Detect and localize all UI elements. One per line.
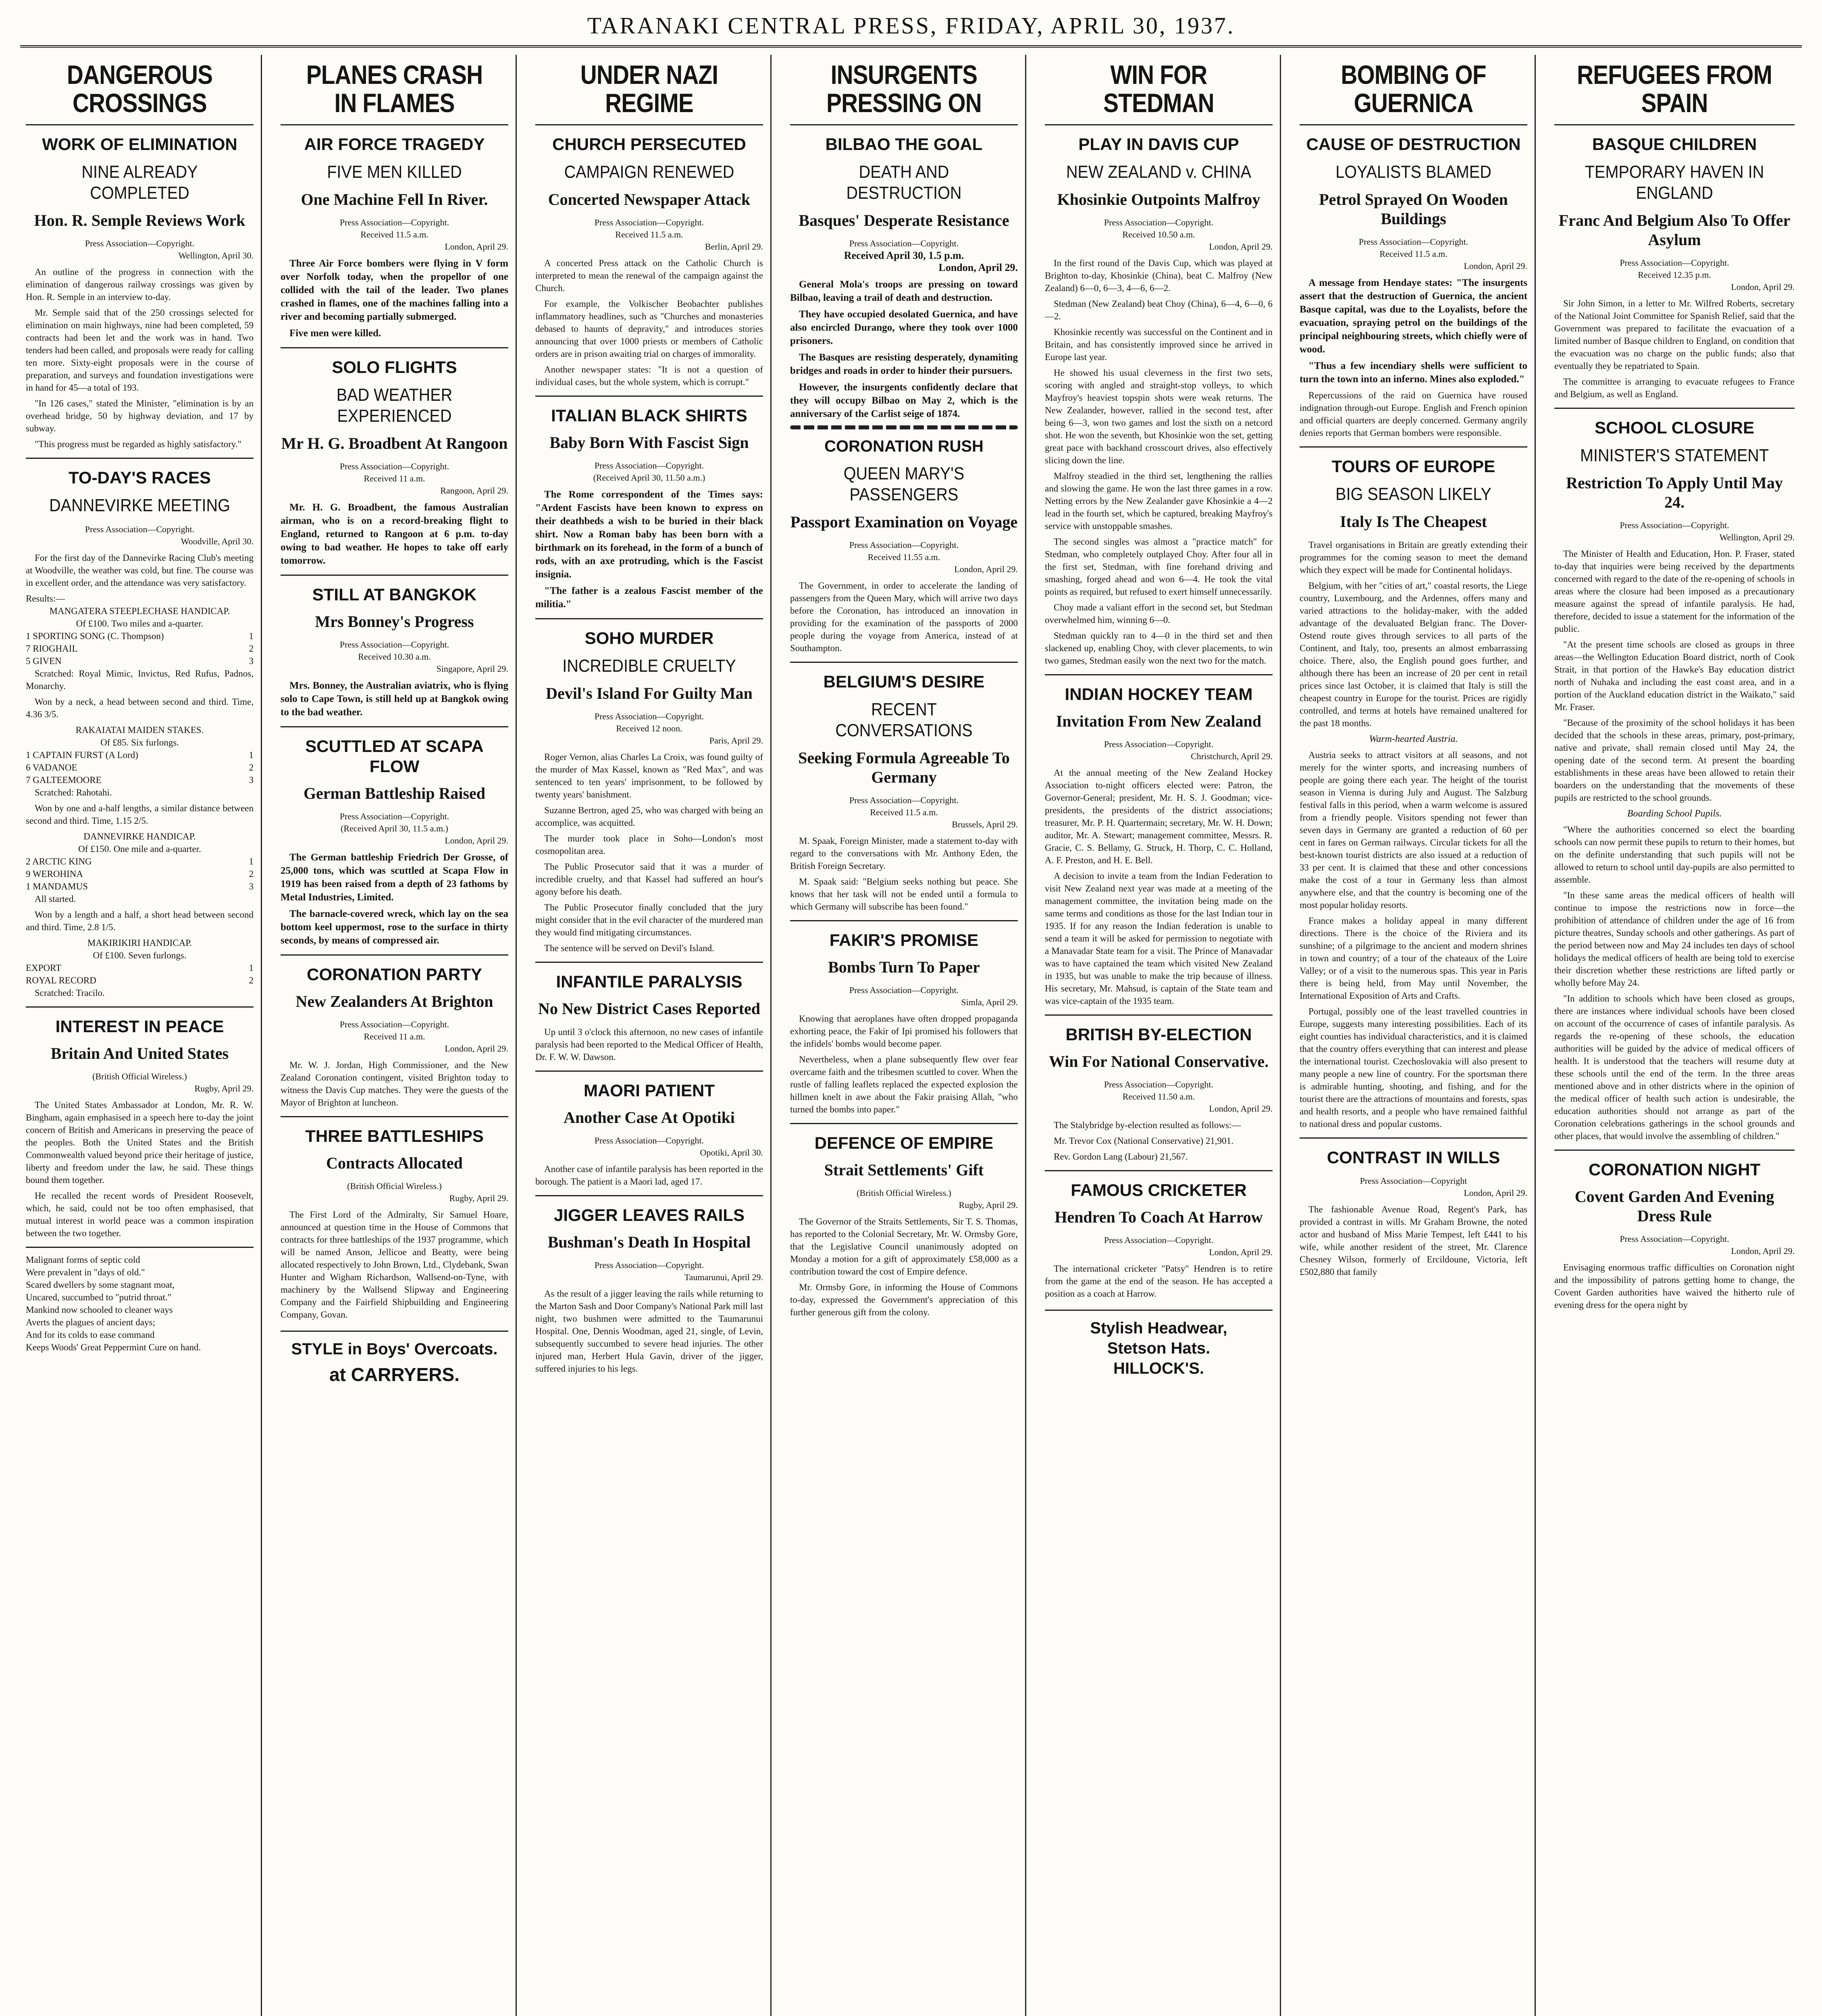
column-6 xyxy=(1294,55,1536,2016)
byline: Press Association—Copyright. Received 10.30 a.m. Singapore, April 29. xyxy=(339,639,508,674)
byline: Press Association—Copyright. Received 11.50 a.m. London, April 29. xyxy=(1104,1079,1273,1114)
paragraph: "In these same areas the medical officers of health will continue to impose the restrictions now in force—the prohibition of attendance of children under the age of 16 from picture theatres, Sunday schools and other gatherings. As part of the period between now and May 24 includes ten days of school holidays the medical officers of health are being told to exercise their discretion whether these restrictions are lifted partly or wholly before May 24. xyxy=(1554,890,1795,988)
paragraph: The Governor of the Straits Settlements, Sir T. S. Thomas, has reported to the Colonial Secretary, Mr. W. Ormsby Gore, that the Legislative Council unanimously adopted on Monday a motion for a gift of approximately £58,000 as a contribution toward the cost of Empire defence. xyxy=(790,1216,1018,1277)
deck-2: Devil's Island For Guilty Man xyxy=(546,684,753,702)
subhead: CONTRAST IN WILLS xyxy=(1300,1137,1527,1168)
deck-2: Basques' Desperate Resistance xyxy=(799,211,1009,229)
paragraph: Envisaging enormous traffic difficulties on Coronation night and the impossibility of patrons getting home to change, the Covent Garden authorities have waived the hitherto rule of evening dress for the opera night by xyxy=(1554,1262,1795,1310)
result-row: 2 ARCTIC KING 1 xyxy=(26,856,254,866)
column-1 xyxy=(20,55,262,2016)
paragraph: The Minister of Health and Education, Hon. P. Fraser, stated to-day that inquiries were being received by the departments concerned with regard to the date of the re-opening of schools in areas where the closure had been imposed as a precautionary measure against the spread of infantile paralysis. He had, therefore, decided to issue a statement for the information of the public. xyxy=(1554,549,1795,634)
paragraph: Khosinkie recently was successful on the Continent and in Britain, and has consistently improved since he arrived in Europe last year. xyxy=(1045,327,1273,362)
deck: MINISTER'S STATEMENT xyxy=(1580,446,1769,465)
subhead: CHURCH PERSECUTED xyxy=(535,124,763,154)
byline: Press Association—Copyright. Received 11.5 a.m. London, April 29. xyxy=(339,217,508,252)
paragraph: Belgium, with her "cities of art," coastal resorts, the Liege country, Luxembourg, and the Ardennes, offers many and varied attractions to the holiday-maker, with the added advantage of the devaluated Belgian franc. The Dover-Ostend route gives through services to all parts of the Continent, and Italy, too, presents an almost embarrassing choice. There, also, the English pound goes further, and although there has been an increase of 20 per cent in retail prices since last October, it is claimed that Italy is still the cheapest country in Europe for the tourist. Prices are rigidly controlled, and terms at hotels have remained unaltered for the past 18 months. xyxy=(1300,581,1527,728)
byline: Press Association—Copyright. Received 11.5 a.m. Berlin, April 29. xyxy=(594,217,763,252)
paragraph: A concerted Press attack on the Catholic Church is interpreted to mean the renewal of the campaign against the Church. xyxy=(535,258,763,293)
column-4 xyxy=(784,55,1026,2016)
subhead: CAUSE OF DESTRUCTION xyxy=(1300,124,1527,154)
subhead: AIR FORCE TRAGEDY xyxy=(281,124,508,154)
subhead: FAKIR'S PROMISE xyxy=(790,920,1018,950)
deck: NEW ZEALAND v. CHINA xyxy=(1066,162,1252,182)
paragraph: A decision to invite a team from the Indian Federation to visit New Zealand next year was made at a meeting of the management committee, the invitation being made on the same terms and conditions as those for the last Indian tour in 1935. If for any reason the Indian federation is unable to send a team it will be asked for permission to negotiate with a Manavadar State team for a visit. The Prince of Manavadar was to have captained the team which visited New Zealand in 1935, but was unable to make the trip because of illness. His secretary, Mr. Mahsud, is captain of the State team and was vice-captain of the 1935 team. xyxy=(1045,871,1273,1006)
subhead: SCHOOL CLOSURE xyxy=(1554,408,1795,438)
subhead: BRITISH BY-ELECTION xyxy=(1045,1014,1273,1045)
deck: NINE ALREADY COMPLETED xyxy=(81,162,198,203)
advert-hillocks: Stylish Headwear, Stetson Hats. HILLOCK'S. xyxy=(1045,1310,1273,1379)
paragraph: "Thus a few incendiary shells were sufficient to turn the town into an inferno. Mines also exploded." xyxy=(1300,360,1527,385)
paragraph: "Because of the proximity of the school holidays it has been decided that the schools in these areas, primary, post-primary, native and private, shall remain closed until May 24, the opening date of the second term. At present the boarding establishments in these areas have been allowed to retain their boarders on the understanding that the movements of these pupils are restricted to the school grounds. xyxy=(1554,718,1795,803)
deck: DANNEVIRKE MEETING xyxy=(49,496,230,515)
result-row: ROYAL RECORD 2 xyxy=(26,975,254,985)
deck: FIVE MEN KILLED xyxy=(327,162,462,182)
paragraph: Roger Vernon, alias Charles La Croix, was found guilty of the murder of Max Kassel, known as "Red Max", and was sentenced to ten years' imprisonment, to be followed by twenty years' banishment. xyxy=(535,752,763,800)
paragraph: Austria seeks to attract visitors at all seasons, and not merely for the winter sports, and increasing numbers of people are going there each year. The height of the tourist season in Vienna is during July and August. The Salzburg festival falls in this period, when a warm welcome is assured from a friendly people. Visitors spending not fewer than seven days in Germany are granted a reduction of 60 per cent in fares on German railways. Circular tickets for all the best-known tourist districts are also issued at a reduction of 33 per cent. It is claimed that these and other concessions make the cost of a tour in Germany less than almost anywhere else, and that the country is becoming one of the most popular holiday resorts. xyxy=(1300,750,1527,910)
advert-verse: Malignant forms of septic cold Were prevalent in "days of old." Scared dwellers by some stagnant moat, Uncared, succumbed to "putrid throat." Mankind now schooled to cleaner ways Averts the plagues of ancient days; And for its colds to ease command Keeps Woods' Great Peppermint Cure on hand. xyxy=(26,1247,254,1354)
subhead: TOURS OF EUROPE xyxy=(1300,446,1527,477)
byline: Press Association—Copyright. Received 11.55 a.m. London, April 29. xyxy=(849,540,1018,574)
result-row: EXPORT 1 xyxy=(26,963,254,973)
headline: DANGEROUS CROSSINGS xyxy=(67,60,213,118)
paragraph: He showed his usual cleverness in the first two sets, scoring with angled and straight-stop volleys, to which Mayfroy's heaviest topspin shots were weak returns. The New Zealander, however, rallied in the second test, after being 6—3, won two games and lost the sixth on a netcord shot. He won the seventh, but Khosinkie won the set, getting great pace with backhand crosscourt drives, also effectively slicing down the line. xyxy=(1045,368,1273,465)
result-row: 1 SPORTING SONG (C. Thompson) 1 xyxy=(26,631,254,641)
deck: Mrs Bonney's Progress xyxy=(315,612,474,631)
paragraph: Rev. Gordon Lang (Labour) 21,567. xyxy=(1054,1152,1188,1162)
deck-2: Italy Is The Cheapest xyxy=(1340,512,1487,531)
subhead: TO-DAY'S RACES xyxy=(26,458,254,488)
advert-carryers: STYLE in Boys' Overcoats. at CARRYERS. xyxy=(281,1331,508,1386)
paragraph: General Mola's troops are pressing on toward Bilbao, leaving a trail of death and destruction. xyxy=(790,279,1018,303)
paragraph: The German battleship Friedrich Der Grosse, of 25,000 tons, which was scuttled at Scapa Flow in 1919 has been raised from a depth of 23 fathoms by Metal Industries, Limited. xyxy=(281,852,508,903)
headline: BOMBING OF GUERNICA xyxy=(1341,60,1486,118)
paragraph: In the first round of the Davis Cup, which was played at Brighton to-day, Khosinkie (China), beat C. Malfroy (New Zealand) 6—0, 6—3, 4—6, 6—2. xyxy=(1045,258,1273,293)
byline: (British Official Wireless.) Rugby, April 29. xyxy=(857,1188,1018,1210)
columns xyxy=(20,55,1802,2016)
paragraph: Three Air Force bombers were flying in V form over Norfolk today, when the propellor of one collided with the tail of the leader. Two planes crashed in flames, one of the machines falling into a river and becoming partially submerged. xyxy=(281,258,508,322)
result-row: 1 MANDAMUS 3 xyxy=(26,881,254,891)
byline: Press Association—Copyright London, April 29. xyxy=(1360,1176,1527,1198)
deck: Bushman's Death In Hospital xyxy=(547,1233,751,1251)
byline: Press Association—Copyright. London, April 29. xyxy=(1620,1234,1795,1256)
byline: Press Association—Copyright. Taumarunui, April 29. xyxy=(594,1260,763,1282)
subhead: INTEREST IN PEACE xyxy=(26,1006,254,1037)
paragraph: M. Spaak, Foreign Minister, made a statement to-day with regard to the conversations with Mr. Anthony Eden, the British Foreign Secretary. xyxy=(790,836,1018,871)
byline: Press Association—Copyright. Received 11.5 a.m. London, April 29. xyxy=(1358,237,1527,271)
byline: Press Association—Copyright. Received 11 a.m. Rangoon, April 29. xyxy=(339,461,508,496)
masthead: TARANAKI CENTRAL PRESS, FRIDAY, APRIL 30, 1937. xyxy=(587,12,1235,39)
paragraph: France makes a holiday appeal in many different directions. There is the choice of the Riviera and its sunshine; of a pilgrimage to the ancient and modern shrines in town and country; of a tour of the chateaux of the Loire Valley; or of a visit to the numerous spas. This year in Paris there is being held, from May until November, the International Exposition of Arts and Crafts. xyxy=(1300,916,1527,1001)
paragraph: Nevertheless, when a plane subsequently flew over fear overcame faith and the tribesmen scuttled to cover. When the rustle of falling leaflets replaced the expected explosion the hillmen knelt in awe about the Fakir praising Allah, "who turned the bombs into paper." xyxy=(790,1054,1018,1114)
result-row: 1 CAPTAIN FURST (A Lord) 1 xyxy=(26,750,254,760)
deck: DEATH AND DESTRUCTION xyxy=(846,162,962,203)
deck: Invitation From New Zealand xyxy=(1056,712,1262,730)
deck: CAMPAIGN RENEWED xyxy=(564,162,734,182)
subhead: BILBAO THE GOAL xyxy=(790,124,1018,154)
paragraph: The Basques are resisting desperately, dynamiting bridges and roads in order to hinder their pursuers. xyxy=(790,352,1018,376)
paragraph: "The father is a zealous Fascist member of the militia." xyxy=(535,585,763,610)
byline: Press Association—Copyright. Wellington, April 29. xyxy=(1620,520,1795,542)
paragraph: However, the insurgents confidently declare that they will occupy Bilbao on May 2, which is the anniversary of the Carlist seige of 1874. xyxy=(790,382,1018,419)
deck: Bombs Turn To Paper xyxy=(828,958,980,976)
paragraph: Sir John Simon, in a letter to Mr. Wilfred Roberts, secretary of the National Joint Committee for Spanish Relief, said that the Government was prepared to facilitate the evacuation of a limited number of Basque children to England, on condition that the evacuation was no charge on the public funds; also that eventually they be repatriated to Spain. xyxy=(1554,298,1795,371)
paragraph: The sentence will be served on Devil's Island. xyxy=(544,943,714,953)
paragraph: The second singles was almost a "practice match" for Stedman, who completely outplayed Choy. After four all in the first set, Stedman, with fine forehand driving and smashing, forged ahead and won 6—4. He took the vital points as required, but refused to exert himself unnecessarily. xyxy=(1045,537,1273,597)
result-row: 6 VADANOE 2 xyxy=(26,762,254,773)
paragraph: "In 126 cases," stated the Minister, "elimination is by an overhead bridge, 50 by highway deviation, and 17 by subway. xyxy=(26,398,254,433)
byline: Press Association—Copyright. Christchurch, April 29. xyxy=(1104,739,1273,761)
deck: BAD WEATHER EXPERIENCED xyxy=(336,385,453,426)
paragraph: A message from Hendaye states: "The insurgents assert that the destruction of Guernica, the ancient Basque capital, was due to the Loyalists, before the evacuation, spraying petrol on the buildings of the principal neighbouring streets, which chiefly were of wood. xyxy=(1300,277,1527,355)
byline: Press Association—Copyright. (Received April 30, 11.50 a.m.) xyxy=(593,460,705,483)
deck: BIG SEASON LIKELY xyxy=(1335,484,1491,504)
paragraph: Stedman quickly ran to 4—0 in the third set and then slackened up, enabling Choy, with clever placements, to win two games, Stedman easily won the next two for the match. xyxy=(1045,631,1273,666)
paragraph: The Public Prosecutor said that it was a murder of incredible cruelty, and that Kassel had suffered an hour's agony before his death. xyxy=(535,862,763,897)
subhead: WORK OF ELIMINATION xyxy=(26,124,254,154)
subhead: FAMOUS CRICKETER xyxy=(1045,1170,1273,1200)
subhead: DEFENCE OF EMPIRE xyxy=(790,1123,1018,1153)
deck-2: Khosinkie Outpoints Malfroy xyxy=(1057,190,1260,208)
deck-2: Passport Examination on Voyage xyxy=(790,513,1018,531)
column-3 xyxy=(530,55,772,2016)
deck: No New District Cases Reported xyxy=(538,1000,760,1018)
paragraph: Portugal, possibly one of the least travelled countries in Europe, suggests many interesting possibilities. Each of its eight counties has individual characteristics, and it is claimed that the country offers everything that can interest and please the international tourist. Czechoslovakia will also present to many people a new line of country. For the sportsman there is admirable hunting, shooting, and fishing, and for the tourist there are the attractions of mountains and forests, spas and health resorts, and a people who have remained faithful to national dress and popular customs. xyxy=(1300,1006,1527,1129)
paragraph: Another case of infantile paralysis has been reported in the borough. The patient is a Maori lad, aged 17. xyxy=(535,1164,763,1187)
paragraph: "In addition to schools which have been closed as groups, there are instances where individual schools have been closed on account of the occurrence of cases of infantile paralysis. As regards the re-opening of these schools, the education authorities will be guided by the advice of medical officers of health. It is understood that the teachers will resume duty at these schools until the end of the term. In the three areas mentioned above and in other districts where in the opinion of the medical officer of health such action is undesirable, the education authorities should not arrange as part of the Coronation celebrations gatherings in the school grounds and other places, that would involve the assembling of children." xyxy=(1554,993,1795,1141)
subhead: SCUTTLED AT SCAPA FLOW xyxy=(281,726,508,777)
paragraph: Knowing that aeroplanes have often dropped propaganda exhorting peace, the Fakir of Ipi promised his followers that the infidels' bombs would become paper. xyxy=(790,1014,1018,1049)
deck-2: Hon. R. Semple Reviews Work xyxy=(34,211,245,229)
deck-2: One Machine Fell In River. xyxy=(301,190,488,208)
byline: Press Association—Copyright. Wellington, April 30. xyxy=(85,238,254,260)
column-7 xyxy=(1549,55,1802,2016)
headline: REFUGEES FROM SPAIN xyxy=(1577,60,1772,118)
paragraph: "This progress must be regarded as highly satisfactory." xyxy=(35,439,241,449)
paragraph: Mr. Trevor Cox (National Conservative) 21,901. xyxy=(1054,1136,1233,1146)
byline: Press Association—Copyright. Received April 30, 1.5 p.m. London, April 29. xyxy=(844,238,1018,273)
deck: TEMPORARY HAVEN IN ENGLAND xyxy=(1585,162,1764,203)
result-row: 7 RIOGHAIL 2 xyxy=(26,644,254,654)
paragraph: An outline of the progress in connection with the elimination of dangerous railway crossings was given by Hon. R. Semple in an interview to-day. xyxy=(26,267,254,302)
subhead: MAORI PATIENT xyxy=(535,1070,763,1101)
subhead: ITALIAN BLACK SHIRTS xyxy=(535,396,763,426)
paragraph: As the result of a jigger leaving the rails while returning to the Marton Sash and Door Company's National Park mill last night, two bushmen were admitted to the Taumarunui Hospital. One, Dennis Woodman, aged 21, single, of Levin, subsequently succumbed to severe head injuries. The other injured man, Herbert Hula Gavin, driver of the jigger, suffered injuries to his legs. xyxy=(535,1289,763,1374)
byline: Press Association—Copyright. Opotiki, April 30. xyxy=(594,1135,763,1158)
byline: Press Association—Copyright. Woodville, April 30. xyxy=(85,524,254,546)
byline: Press Association—Copyright. (Received April 30, 11.5 a.m.) London, April 29. xyxy=(339,811,508,846)
deck: Contracts Allocated xyxy=(326,1154,463,1172)
subhead: INFANTILE PARALYSIS xyxy=(535,962,763,992)
deck: RECENT CONVERSATIONS xyxy=(835,700,973,740)
paragraph: Malfroy steadied in the third set, lengthening the rallies and slowing the game. He won the last three games in a row. Netting errors by the New Zealander gave Khosinkie a 4—2 lead in the fourth set, which he captured, breaking Mayfroy's service with unstoppable smashes. xyxy=(1045,471,1273,531)
subhead: SOLO FLIGHTS xyxy=(281,347,508,377)
paragraph: The murder took place in Soho—London's most cosmopolitan area. xyxy=(535,833,763,856)
deck: Baby Born With Fascist Sign xyxy=(549,433,749,452)
paragraph: Five men were killed. xyxy=(289,328,381,339)
paragraph: "Where the authorities concerned so elect the boarding schools can now permit these pupils to return to their homes, but on the definite understanding that such pupils will not be allowed to return to school until day-pupils are also permitted to assemble. xyxy=(1554,825,1795,885)
deck: Win For National Conservative. xyxy=(1048,1052,1269,1070)
paragraph: For the first day of the Dannevirke Racing Club's meeting at Woodville, the weather was cold, but fine. The course was in excellent order, and the attendance was very satisfactory. xyxy=(26,553,254,588)
paragraph: The fashionable Avenue Road, Regent's Park, has provided a contrast in wills. Mr Graham Browne, the noted actor and husband of Miss Marie Tempest, left £441 to his wife, while another resident of the street, Mr. Clarence Chesney Wilson, formerly of Ercildoune, Victoria, left £502,880 that family xyxy=(1300,1204,1527,1277)
paragraph: He recalled the recent words of President Roosevelt, which, he said, could not be too often emphasised, that mutual interest in world peace was a common inspiration between the two together. xyxy=(26,1191,254,1238)
decorative-divider xyxy=(790,425,1018,429)
deck: Another Case At Opotiki xyxy=(564,1108,735,1127)
deck: QUEEN MARY'S PASSENGERS xyxy=(843,464,965,504)
column-2 xyxy=(275,55,517,2016)
deck: Strait Settlements' Gift xyxy=(824,1161,984,1179)
byline: Press Association—Copyright. Received 12.35 p.m. London, April 29. xyxy=(1620,258,1795,292)
deck: German Battleship Raised xyxy=(303,784,486,802)
paragraph: Mr. H. G. Broadbent, the famous Australian airman, who is on a record-breaking flight to England, returned to Rangoon at 6 p.m. to-day owing to bad weather. He hopes to take off early tomorrow. xyxy=(281,502,508,566)
deck-2: Seeking Formula Agreeable To Germany xyxy=(798,749,1010,786)
subhead: CORONATION NIGHT xyxy=(1554,1150,1795,1180)
headline: INSURGENTS PRESSING ON xyxy=(826,60,982,118)
subhead: JIGGER LEAVES RAILS xyxy=(535,1195,763,1225)
paragraph: For example, the Volkischer Beobachter publishes inflammatory headlines, such as "Churches and monasteries debased to haunts of depravity," and introduces stories announcing that over 1000 priests or members of Catholic orders are in prison awaiting trial on charges of immorality. xyxy=(535,299,763,359)
subhead: THREE BATTLESHIPS xyxy=(281,1116,508,1146)
deck: INCREDIBLE CRUELTY xyxy=(562,656,736,676)
headline: PLANES CRASH IN FLAMES xyxy=(306,60,483,118)
paragraph: Travel organisations in Britain are greatly extending their programmes for the coming season to meet the demand which they expect will be made for Continental holidays. xyxy=(1300,540,1527,575)
headline: UNDER NAZI REGIME xyxy=(580,60,718,118)
byline: (British Official Wireless.) Rugby, April 29. xyxy=(347,1181,508,1203)
paragraph: The Public Prosecutor finally concluded that the jury might consider that in the evil character of the murdered man they would find mitigating circumstances. xyxy=(535,902,763,937)
byline: Press Association—Copyright. London, April 29. xyxy=(1104,1235,1273,1257)
paragraph: The Government, in order to accelerate the landing of passengers from the Queen Mary, which will arrive two days before the Coronation, has introduced an innovation in providing for the examination of the passports of 2000 people during the voyage from America, instead of at Southampton. xyxy=(790,581,1018,653)
subhead: CORONATION PARTY xyxy=(281,954,508,985)
deck-2: Franc And Belgium Also To Offer Asylum xyxy=(1558,211,1791,249)
paragraph: Choy made a valiant effort in the second set, but Stedman overwhelmed him, winning 6—0. xyxy=(1045,602,1273,625)
deck-2: Mr H. G. Broadbent At Rangoon xyxy=(281,434,508,452)
deck-2: Petrol Sprayed On Wooden Buildings xyxy=(1319,190,1508,228)
paragraph: Another newspaper states: "It is not a question of individual cases, but the whole system, which is corrupt." xyxy=(535,364,763,387)
subhead: BASQUE CHILDREN xyxy=(1554,124,1795,154)
crosshead: Boarding School Pupils. xyxy=(1627,808,1722,819)
deck: Britain And United States xyxy=(50,1044,229,1062)
paragraph: M. Spaak said: "Belgium seeks nothing but peace. She knows that her task will not be ended until a formula to which Germany will subscribe has been found." xyxy=(790,877,1018,912)
subhead: STILL AT BANGKOK xyxy=(281,575,508,605)
paragraph: Mr. W. J. Jordan, High Commissioner, and the New Zealand Coronation contingent, visited Brighton today to witness the Davis Cup matches. They were the guests of the Mayor of Brighton at luncheon. xyxy=(281,1060,508,1108)
headline: WIN FOR STEDMAN xyxy=(1103,60,1214,118)
byline: Press Association—Copyright. Received 10.50 a.m. London, April 29. xyxy=(1104,217,1273,252)
paragraph: Repercussions of the raid on Guernica have roused indignation through-out Europe. English and French opinion and official quarters are deeply concerned. Germany angrily denies reports that German bombers were responsible. xyxy=(1300,390,1527,438)
paragraph: The Stalybridge by-election resulted as follows:— xyxy=(1054,1120,1241,1130)
deck: LOYALISTS BLAMED xyxy=(1335,162,1491,182)
deck: New Zealanders At Brighton xyxy=(295,992,493,1010)
column-5 xyxy=(1039,55,1281,2016)
paragraph: The committee is arranging to evacuate refugees to France and Belgium, as well as England. xyxy=(1554,377,1795,399)
paragraph: The barnacle-covered wreck, which lay on the sea bottom keel uppermost, rose to the surface in thirty seconds, by means of compressed air. xyxy=(281,908,508,946)
result-row: 9 WEROHINA 2 xyxy=(26,869,254,879)
deck: Covent Garden And Evening Dress Rule xyxy=(1574,1187,1774,1225)
byline: Press Association—Copyright. Received 12 noon. Paris, April 29. xyxy=(594,711,763,746)
byline: Press Association—Copyright. Received 11 a.m. London, April 29. xyxy=(339,1019,508,1054)
paragraph: Up until 3 o'clock this afternoon, no new cases of infantile paralysis had been reported to the Medical Officer of Health, Dr. F. W. W. Dawson. xyxy=(535,1027,763,1062)
byline: Press Association—Copyright. Received 11.5 a.m. Brussels, April 29. xyxy=(849,795,1018,829)
deck: Hendren To Coach At Harrow xyxy=(1055,1208,1263,1226)
paragraph: The United States Ambassador at London, Mr. R. W. Bingham, again emphasised in a speech here to-day the joint concern of British and Americans in preserving the peace of the peoples. Both the United States and the British Commonwealth valued beyond price their heritage of justice, liberty and freedom under the law, he said. These things bound them together. xyxy=(26,1100,254,1185)
result-row: 7 GALTEEMOORE 3 xyxy=(26,775,254,785)
byline: (British Official Wireless.) Rugby, April 29. xyxy=(92,1071,254,1093)
paragraph: "At the present time schools are closed as groups in three areas—the Wellington Education Board district, north of Cook Strait, in that portion of the Hawke's Bay education district north of Nuhaka and including the east coast area, and in a portion of the Auckland education district in the Waikato," said Mr. Fraser. xyxy=(1554,639,1795,712)
paragraph: Suzanne Bertron, aged 25, who was charged with being an accomplice, was acquitted. xyxy=(535,805,763,828)
subhead: PLAY IN DAVIS CUP xyxy=(1045,124,1273,154)
deck-2: Concerted Newspaper Attack xyxy=(548,190,751,208)
paragraph: The international cricketer "Patsy" Hendren is to retire from the game at the end of the season. He has accepted a position as a coach at Harrow. xyxy=(1045,1264,1273,1299)
deck-2: Restriction To Apply Until May 24. xyxy=(1566,474,1783,511)
paragraph: The Rome correspondent of the Times says: "Ardent Fascists have been known to express on their deathbeds a wish to be buried in their black shirt. Now a Roman baby has been born with a birthmark on its forehead, in the form of a bunch of rods, with an axe protruding, which is the Fascist insignia. xyxy=(535,489,763,580)
result-row: 5 GIVEN 3 xyxy=(26,656,254,666)
paragraph: Mrs. Bonney, the Australian aviatrix, who is flying solo to Cape Town, is still held up at Bangkok owing to the bad weather. xyxy=(281,680,508,718)
paragraph: Mr. Semple said that of the 250 crossings selected for elimination on main highways, nine had been completed, 59 contracts had been let and the work was in hand. Two tenders had been called, and proposals were ready for calling ten more. Sixty-eight proposals were in the course of preparation, and surveys and foundation investigations were in hand for 45—a total of 193. xyxy=(26,308,254,393)
paragraph: At the annual meeting of the New Zealand Hockey Association to-night officers elected were: Patron, the Governor-General; president, Mr. H. S. J. Goodman; vice-presidents, the presidents of the district associations; treasurer, Mr. P. H. Quartermain; secretary, Mr. W. H. Down; auditor, Mr. A. Stewart; management committee, Messrs. R. Gracie, C. S. Bellamy, G. Struck, H. Thorp, C. C. Holland, A. F. Preston, and H. E. Bell. xyxy=(1045,768,1273,865)
crosshead: Warm-hearted Austria. xyxy=(1369,734,1458,744)
paragraph: Mr. Ormsby Gore, in informing the House of Commons to-day, expressed the Government's appreciation of this further generous gift from the colony. xyxy=(790,1282,1018,1317)
paragraph: Stedman (New Zealand) beat Choy (China), 6—4, 6—0, 6—2. xyxy=(1045,299,1273,321)
masthead-rule xyxy=(20,45,1802,48)
paragraph: The First Lord of the Admiralty, Sir Samuel Hoare, announced at question time in the House of Commons that contracts for three battleships of the 1937 programme, which will be named Anson, Jellicoe and Beatty, were being allocated respectively to John Brown, Ltd., Clydebank, Swan Hunter and Wigham Richardson, Wallsend-on-Tyne, with machinery by the Wallsend Slipway and Engineering Company and the Fairfield Shipbuilding and Engineering Company, Govan. xyxy=(281,1210,508,1320)
race-results: Results:— MANGATERA STEEPLECHASE HANDICAP. Of £100. Two miles and a-quarter. 1 SPORTING SONG (C. Thompson) 1 7 RIOGHAIL 2 5 GIVEN 3 Scratched: Royal Mimic, Invictus, Red Rufus, Padnos, Monarchy. Won by a neck, a head between second and third. Time, 4.36 3/5. RAKAIATAI MAIDEN STAKES. Of £85. Six furlongs. 1 CAPTAIN FURST (A Lord) 1 6 VADANOE 2 7 GALTEEMOORE 3 Scratched: Rahotahi. Won by one and a-half lengths, a similar distance between second and third. Time, 1.15 2/5. DANNEVIRKE HANDICAP. Of £150. One mile and a-quarter. 2 ARCTIC KING 1 9 WEROHINA 2 1 MANDAMUS 3 All started. Won by a length and a half, a short head between second and third. Time, 2.8 1/5. MAKIRIKIRI HANDICAP. Of £100. Seven furlongs. EXPORT 1 ROYAL RECORD 2 Scratched: Tracilo. xyxy=(26,594,254,998)
subhead: BELGIUM'S DESIRE xyxy=(790,662,1018,692)
paragraph: They have occupied desolated Guernica, and have also encircled Durango, where they took over 1000 prisoners. xyxy=(790,309,1018,346)
subhead: INDIAN HOCKEY TEAM xyxy=(1045,674,1273,704)
subhead: SOHO MURDER xyxy=(535,618,763,648)
byline: Press Association—Copyright. Simla, April 29. xyxy=(849,985,1018,1007)
subhead: CORONATION RUSH xyxy=(824,437,984,455)
